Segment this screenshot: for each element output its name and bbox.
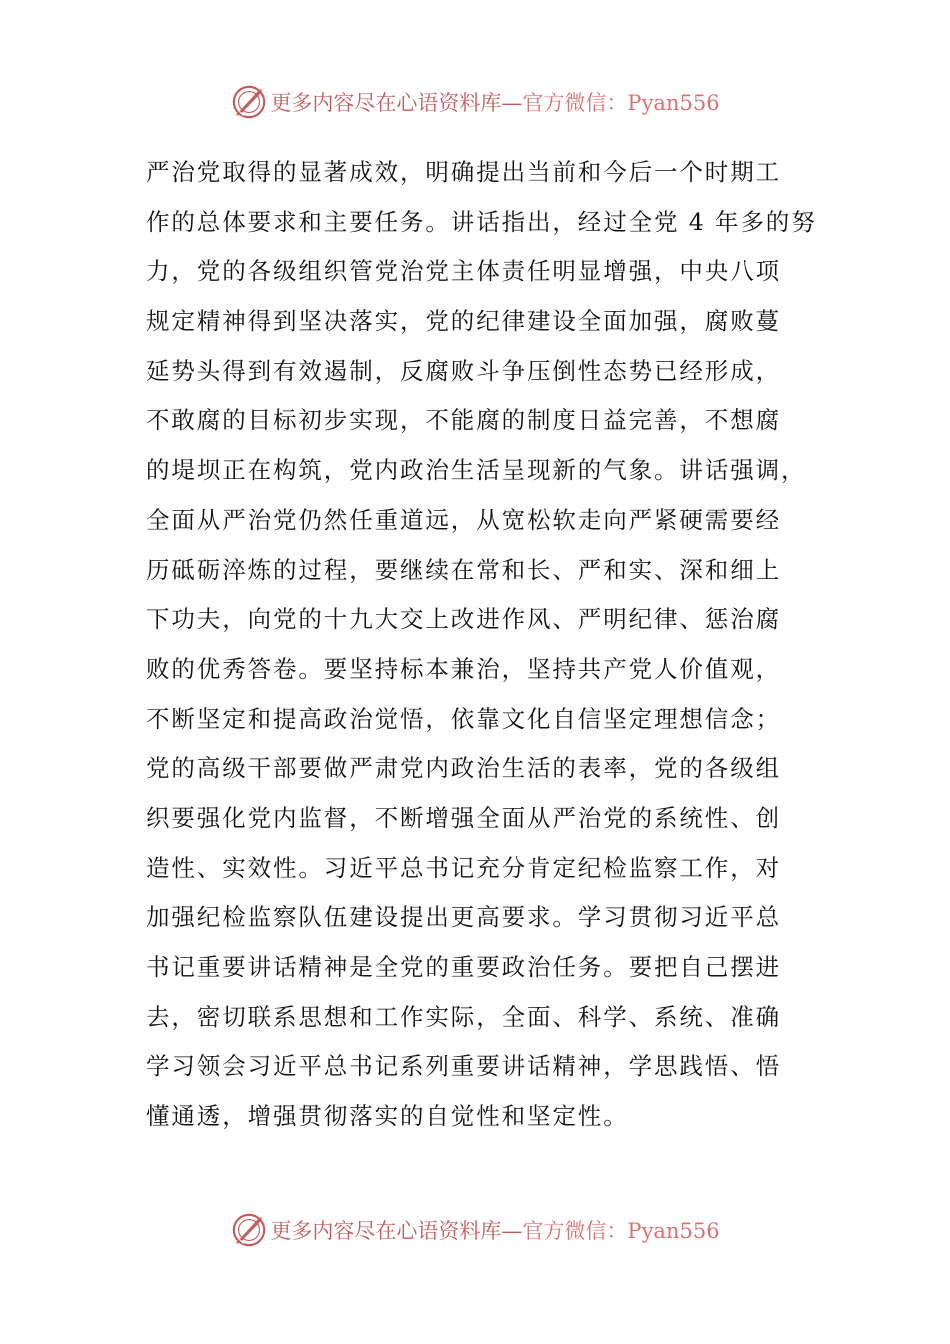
text-line: 学习领会习近平总书记系列重要讲话精神，学思践悟、悟 (146, 1052, 781, 1081)
text-line: 党的高级干部要做严肃党内政治生活的表率，党的各级组 (146, 754, 781, 783)
text-line: 加强纪检监察队伍建设提出更高要求。学习贯彻习近平总 (146, 903, 781, 932)
body-paragraph (146, 148, 816, 1142)
text-line: 败的优秀答卷。要坚持标本兼治，坚持共产党人价值观， (146, 654, 781, 683)
text-line: 不敢腐的目标初步实现，不能腐的制度日益完善，不想腐 (146, 406, 781, 435)
header-banner (0, 80, 950, 124)
text-line: 书记重要讲话精神是全党的重要政治任务。要把自己摆进 (146, 953, 781, 981)
text-line: 不断坚定和提高政治觉悟，依靠文化自信坚定理想信念； (146, 704, 781, 733)
quill-pen-logo-icon (230, 1211, 268, 1249)
text-line: 懂通透，增强贯彻落实的自觉性和坚定性。 (146, 1102, 629, 1131)
text-line: 规定精神得到坚决落实，党的纪律建设全面加强，腐败蔓 (146, 307, 781, 336)
banner-text: 更多内容尽在心语资料库—官方微信：Pyan556 (270, 1219, 720, 1243)
text-line: 作的总体要求和主要任务。讲话指出，经过全党 4 年多的努 (146, 207, 817, 236)
text-line: 严治党取得的显著成效，明确提出当前和今后一个时期工 (146, 158, 781, 186)
footer-banner (0, 1208, 950, 1252)
text-line: 延势头得到有效遏制，反腐败斗争压倒性态势已经形成， (146, 356, 781, 385)
text-line: 全面从严治党仍然任重道远，从宽松软走向严紧硬需要经 (146, 505, 781, 534)
banner-text: 更多内容尽在心语资料库—官方微信：Pyan556 (270, 91, 720, 115)
text-line: 的堤坝正在构筑，党内政治生活呈现新的气象。讲话强调， (146, 456, 807, 485)
text-line: 历砥砺淬炼的过程，要继续在常和长、严和实、深和细上 (146, 555, 781, 584)
text-line: 下功夫，向党的十九大交上改进作风、严明纪律、惩治腐 (146, 605, 781, 634)
quill-pen-logo-icon (230, 83, 268, 121)
text-line: 去，密切联系思想和工作实际，全面、科学、系统、准确 (146, 1002, 781, 1031)
text-line: 织要强化党内监督，不断增强全面从严治党的系统性、创 (146, 803, 781, 832)
text-line: 力，党的各级组织管党治党主体责任明显增强，中央八项 (146, 257, 781, 286)
wechat-label: 官方微信：Pyan556 (522, 1219, 720, 1243)
wechat-label: 官方微信：Pyan556 (522, 91, 720, 115)
text-line: 造性、实效性。习近平总书记充分肯定纪检监察工作，对 (146, 853, 781, 882)
